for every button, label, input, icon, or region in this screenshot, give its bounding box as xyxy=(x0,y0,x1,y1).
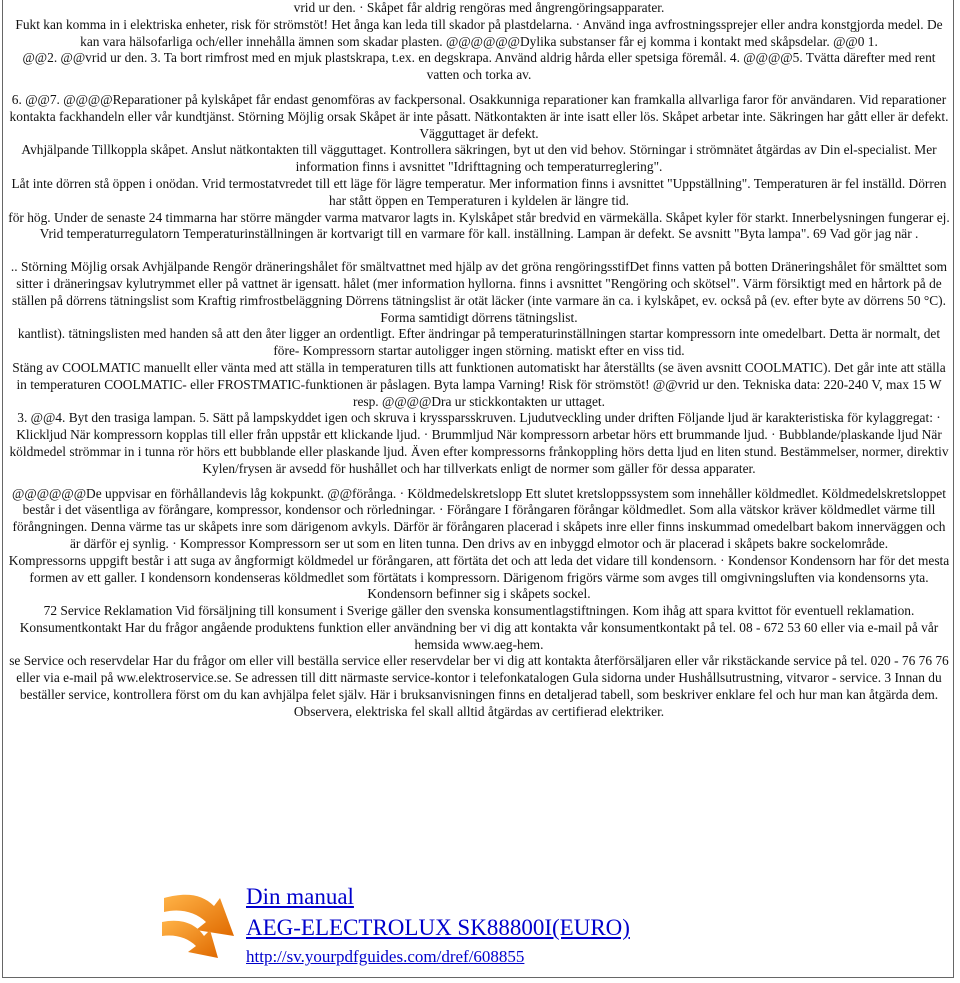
document-body xyxy=(6,0,952,721)
arrow-logo-icon xyxy=(158,884,238,962)
paragraph: Avhjälpande Tillkoppla skåpet. Anslut nätkontakten till vägguttaget. Kontrollera säkringen, byt ut den vid behov. Störningar i strömnätet åtgärdas av Din el-specialist. Mer information finns i avsnittet "Idrifttagning och temperaturreglering". xyxy=(21,142,937,175)
paragraph: kantlist). tätningslisten med handen så att den åter ligger an ordentligt. Efter ändringar på temperaturinställningen startar kompressorn inte omedelbart. Detta är normalt, det före- Kompressorn startar autoligger ingen störning. matiskt efter en viss tid. xyxy=(17,326,941,359)
paragraph: 3. @@4. Byt den trasiga lampan. 5. Sätt på lampskyddet igen och skruva i kryssparsskruven. Ljudutveckling under driften Följande ljud är karakteristiska för kylaggregat: · Klickljud När kompressorn kopplas till eller från uppstår ett klickande ljud. · Brummljud När kompressorn arbetar hörs ett brummande ljud. · Bubblande/plaskande ljud När köldmedel strömmar in i tunna rör hörs ett bubblande eller plaskande ljud. Även efter kompressorns frånkoppling hörs detta ljud en liten stund. Bestämmelser, normer, direktiv Kylen/frysen är avsedd för hushållet och har tillverkats enligt de normer som gäller för dessa apparater. xyxy=(9,410,949,476)
paragraph: Stäng av COOLMATIC manuellt eller vänta med att ställa in temperaturen tills att funktionen automatiskt har återställts (se även avsnitt COOLMATIC). Det går inte att ställa in temperaturen COOLMATIC- eller FROSTMATIC-funktionen är påslagen. Byta lampa Varning! Risk för strömstöt! @@vrid ur den. Tekniska data: 220-240 V, max 15 W resp. @@@@Dra ur stickkontakten ur uttaget. xyxy=(12,359,946,409)
manual-url-link[interactable]: http://sv.yourpdfguides.com/dref/608855 xyxy=(246,947,525,966)
paragraph: @@@@@@De uppvisar en förhållandevis låg kokpunkt. @@förånga. · Köldmedelskretslopp Ett slutet kretsloppssystem som innehåller köldmedlet. Köldmedelskretsloppet består i det väsentliga av förångare, kompressor, kondensor och rörledningar. · Förångare I förångaren förångar köldmedlet. Som alla vätskor kräver köldmedlet värme till förångningen. Denna värme tas ur skåpets inre som därigenom avkyls. Därför är förångaren placerad i skåpets inre eller finns inskummad omedelbart bakom innerväggen och är därför ej synlig. · Kompressor Kompressorn ser ut som en liten tunna. Den drivs av en inbyggd elmotor och är placerad i skåpets bakre sockelområde. xyxy=(12,485,946,551)
paragraph: Låt inte dörren stå öppen i onödan. Vrid termostatvredet till ett läge för lägre temperatur. Mer information finns i avsnittet "Uppställning". Temperaturen är fel inställd. Dörren har stått öppen en Temperaturen i kyldelen är längre tid. xyxy=(11,175,947,208)
paragraph: 6. @@7. @@@@Reparationer på kylskåpet får endast genomföras av fackpersonal. Osakkunniga reparationer kan framkalla allvarliga faror för användaren. Vid reparationer kontakta fackhandeln eller vår kundtjänst. Störning Möjlig orsak Skåpet är inte påsatt. Nätkontakten är inte isatt eller lös. Skåpet arbetar inte. Säkringen har gått eller är defekt. Vägguttaget är defekt. xyxy=(9,91,949,141)
paragraph: för hög. Under de senaste 24 timmarna har större mängder varma matvaror lagts in. Kylskåpet står bredvid en värmekälla. Skåpet kyler för starkt. Innerbelysningen fungerar ej. Vrid temperaturregulatorn Temperaturinställningen är kortvarigt till en varmare för kall. inställning. Lampan är defekt. Se avsnitt "Byta lampa". 69 Vad gör jag när . xyxy=(8,209,950,242)
product-name-link[interactable]: AEG-ELECTROLUX SK88800I(EURO) xyxy=(246,915,630,940)
manual-footer xyxy=(150,880,910,975)
paragraph: Kompressorns uppgift består i att suga av ångformigt köldmedel ur förångaren, att förtäta det och att leda det vidare till kondensorn. · Kondensor Kondensorn har för det mesta formen av ett galler. I kondensorn kondenseras köldmedlet som förtätats i kompressorn. Därigenom frigörs värme som avges till omgivningsluften via kondensorns yta. Kondensorn befinner sig i skåpets sockel. xyxy=(8,552,950,602)
paragraph: Fukt kan komma in i elektriska enheter, risk för strömstöt! Het ånga kan leda till skador på plastdelarna. · Använd inga avfrostningssprejer eller andra konstgjorda medel. De kan vara hälsofarliga och/eller innehålla ämnen som skadar plasten. @@@@@@Dylika substanser får ej komma i kontakt med skåpsdelar. @@0 1. xyxy=(15,16,943,49)
paragraph: se Service och reservdelar Har du frågor om eller vill beställa service eller reservdelar ber vi dig att kontakta återförsäljaren eller vår rikstäckande service på tel. 020 - 76 76 76 eller via e-mail på ww.elektroservice.se. Se adressen till ditt närmaste service-kontor i telefonkatalogen Gula sidorna under Hushållsutrustning, vitvaror - service. 3 Innan du beställer service, kontrollera först om du kan avhjälpa felet själv. Här i bruksanvisningen finns en detaljerad tabell, som beskriver enklare fel och hur man kan åtgärda dem. Observera, elektriska fel skall alltid åtgärdas av certifierad elektriker. xyxy=(9,653,949,719)
manual-link[interactable]: Din manual xyxy=(246,884,354,909)
paragraph: vrid ur den. · Skåpet får aldrig rengöras med ångrengöringsapparater. xyxy=(293,0,665,15)
paragraph: @@2. @@vrid ur den. 3. Ta bort rimfrost med en mjuk plastskrapa, t.ex. en degskrapa. Använd aldrig hårda eller spetsiga föremål. 4. @@@@5. Tvätta därefter med rent vatten och torka av. xyxy=(22,50,936,83)
paragraph: 72 Service Reklamation Vid försäljning till konsument i Sverige gäller den svenska konsumentlagstiftningen. Kom ihåg att spara kvittot för eventuell reklamation. Konsumentkontakt Har du frågor angående produktens funktion eller användning ber vi dig att kontakta vår konsumentkontakt på tel. 08 - 672 53 60 eller via e-mail på vår hemsida www.aeg-hem. xyxy=(19,603,939,652)
paragraph: .. Störning Möjlig orsak Avhjälpande Rengör dräneringshålet för smältvattnet med hjälp av det gröna rengöringsstifDet finns vatten på botten Dräneringshålet för smälttet som sitter i dräneringsav kylutrymmet eller på vattnet är igensatt. hålet (mer information hyllorna. finns i avsnittet "Rengöring och skötsel". Värm försiktigt med en hårtork på de ställen på dörrens tätningslist som Kraftig rimfrostbeläggning Dörrens tätningslist är otät läcker (inte varmare än ca. i kylskåpet, ev. också på (ev. efter byte av dörrens 50 °C). Forma samtidigt dörrens tätningslist. xyxy=(10,259,948,325)
